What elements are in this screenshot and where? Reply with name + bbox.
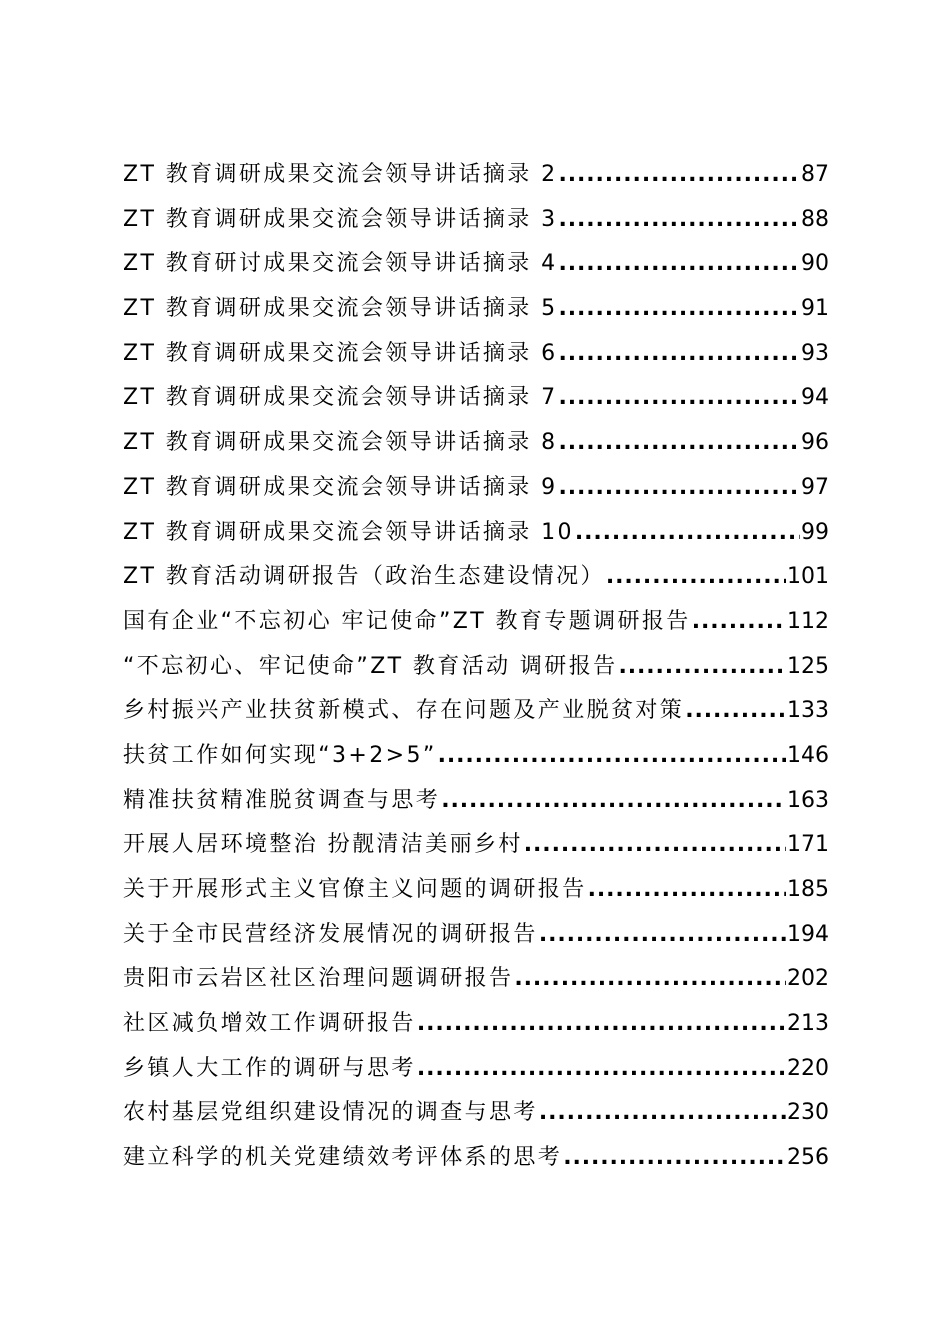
toc-entry[interactable]	[123, 961, 829, 1006]
toc-entry-title: ZT 教育研讨成果交流会领导讲话摘录 4	[123, 251, 558, 277]
toc-entry-title: ZT 教育调研成果交流会领导讲话摘录 6	[123, 340, 558, 366]
toc-entry-title: 乡村振兴产业扶贫新模式、存在问题及产业脱贫对策	[123, 698, 685, 724]
toc-page-number: 230	[787, 1100, 829, 1126]
toc-entry-title: ZT 教育调研成果交流会领导讲话摘录 8	[123, 430, 558, 456]
toc-entry[interactable]	[123, 1006, 829, 1051]
toc-entry-title: 关于开展形式主义官僚主义问题的调研报告	[123, 877, 587, 902]
toc-page-number: 101	[787, 564, 829, 590]
toc-entry[interactable]	[123, 872, 829, 917]
toc-dot-leader	[417, 1011, 786, 1036]
toc-entry[interactable]	[123, 1051, 829, 1096]
toc-entry[interactable]	[123, 157, 829, 202]
toc-dot-leader	[692, 609, 786, 634]
toc-dot-leader	[575, 520, 800, 545]
toc-page-number: 99	[801, 519, 829, 545]
toc-dot-leader	[559, 430, 801, 455]
toc-entry-title: ZT 教育调研成果交流会领导讲话摘录 7	[123, 385, 558, 411]
toc-entry-title: ZT 教育活动调研报告（政治生态建设情况）	[123, 564, 605, 590]
toc-page-number: 94	[801, 385, 829, 411]
toc-entry-title: 开展人居环境整治 扮靓清洁美丽乡村	[123, 832, 523, 858]
toc-entry-title: 农村基层党组织建设情况的调查与思考	[123, 1100, 538, 1126]
toc-dot-leader	[559, 341, 801, 366]
toc-entry[interactable]	[123, 291, 829, 336]
toc-page-number: 220	[787, 1055, 829, 1081]
toc-entry[interactable]	[123, 380, 829, 425]
toc-dot-leader	[563, 1145, 786, 1170]
toc-entry[interactable]	[123, 246, 829, 291]
toc-dot-leader	[441, 788, 786, 813]
toc-entry-title: 关于全市民营经济发展情况的调研报告	[123, 921, 538, 947]
toc-page-number: 133	[787, 698, 829, 724]
toc-dot-leader	[539, 1100, 786, 1125]
toc-entry[interactable]	[123, 202, 829, 247]
toc-entry[interactable]	[123, 827, 829, 872]
toc-dot-leader	[619, 654, 787, 679]
toc-page-number: 97	[801, 474, 829, 500]
toc-dot-leader	[438, 743, 786, 768]
toc-entry-title: 社区减负增效工作调研报告	[123, 1011, 416, 1037]
toc-entry-title: 建立科学的机关党建绩效考评体系的思考	[123, 1145, 563, 1171]
toc-dot-leader	[685, 698, 786, 723]
toc-entry[interactable]	[123, 783, 829, 828]
toc-page-number: 194	[787, 921, 829, 947]
table-of-contents	[123, 157, 829, 1185]
toc-page-number: 93	[801, 340, 829, 366]
toc-entry[interactable]	[123, 693, 829, 738]
toc-page-number: 112	[787, 608, 829, 634]
toc-page-number: 90	[801, 251, 829, 277]
toc-page-number: 202	[787, 966, 829, 992]
toc-page-number: 146	[787, 742, 829, 768]
toc-entry-title: 扶贫工作如何实现“3+2>5”	[123, 742, 437, 768]
toc-entry[interactable]	[123, 738, 829, 783]
toc-dot-leader	[559, 296, 801, 321]
toc-entry[interactable]	[123, 917, 829, 962]
toc-entry[interactable]	[123, 604, 829, 649]
toc-page-number: 96	[801, 430, 829, 456]
toc-entry-title: ZT 教育调研成果交流会领导讲话摘录 9	[123, 474, 558, 500]
toc-entry[interactable]	[123, 336, 829, 381]
toc-dot-leader	[559, 207, 801, 232]
toc-dot-leader	[524, 832, 786, 857]
toc-dot-leader	[559, 475, 801, 500]
toc-dot-leader	[588, 877, 786, 902]
toc-entry-title: 乡镇人大工作的调研与思考	[123, 1055, 416, 1081]
toc-page-number: 163	[787, 787, 829, 813]
toc-page-number: 213	[787, 1011, 829, 1037]
toc-dot-leader	[417, 1056, 786, 1081]
toc-entry-title: ZT 教育调研成果交流会领导讲话摘录 5	[123, 296, 558, 322]
toc-dot-leader	[606, 564, 786, 589]
toc-dot-leader	[514, 966, 786, 991]
toc-page-number: 88	[801, 206, 829, 232]
toc-page-number: 256	[787, 1145, 829, 1171]
toc-page-number: 91	[801, 296, 829, 322]
toc-entry-title: “不忘初心、牢记使命”ZT 教育活动 调研报告	[123, 653, 618, 679]
toc-entry-title: 精准扶贫精准脱贫调查与思考	[123, 787, 441, 813]
toc-page-number: 171	[787, 832, 829, 858]
toc-entry[interactable]	[123, 1140, 829, 1185]
toc-page-number: 87	[801, 162, 829, 187]
toc-entry-title: 贵阳市云岩区社区治理问题调研报告	[123, 966, 514, 992]
toc-dot-leader	[559, 251, 801, 276]
toc-entry[interactable]	[123, 649, 829, 694]
toc-entry-title: ZT 教育调研成果交流会领导讲话摘录 3	[123, 206, 558, 232]
toc-dot-leader	[559, 162, 801, 187]
toc-dot-leader	[559, 385, 801, 410]
toc-entry[interactable]	[123, 559, 829, 604]
toc-page-number: 125	[787, 653, 829, 679]
toc-entry[interactable]	[123, 1095, 829, 1140]
toc-entry[interactable]	[123, 425, 829, 470]
toc-page-number: 185	[787, 877, 829, 902]
toc-dot-leader	[539, 922, 786, 947]
toc-entry[interactable]	[123, 515, 829, 560]
toc-entry[interactable]	[123, 470, 829, 515]
toc-entry-title: 国有企业“不忘初心 牢记使命”ZT 教育专题调研报告	[123, 608, 691, 634]
toc-entry-title: ZT 教育调研成果交流会领导讲话摘录 2	[123, 162, 558, 187]
toc-entry-title: ZT 教育调研成果交流会领导讲话摘录 10	[123, 519, 574, 545]
